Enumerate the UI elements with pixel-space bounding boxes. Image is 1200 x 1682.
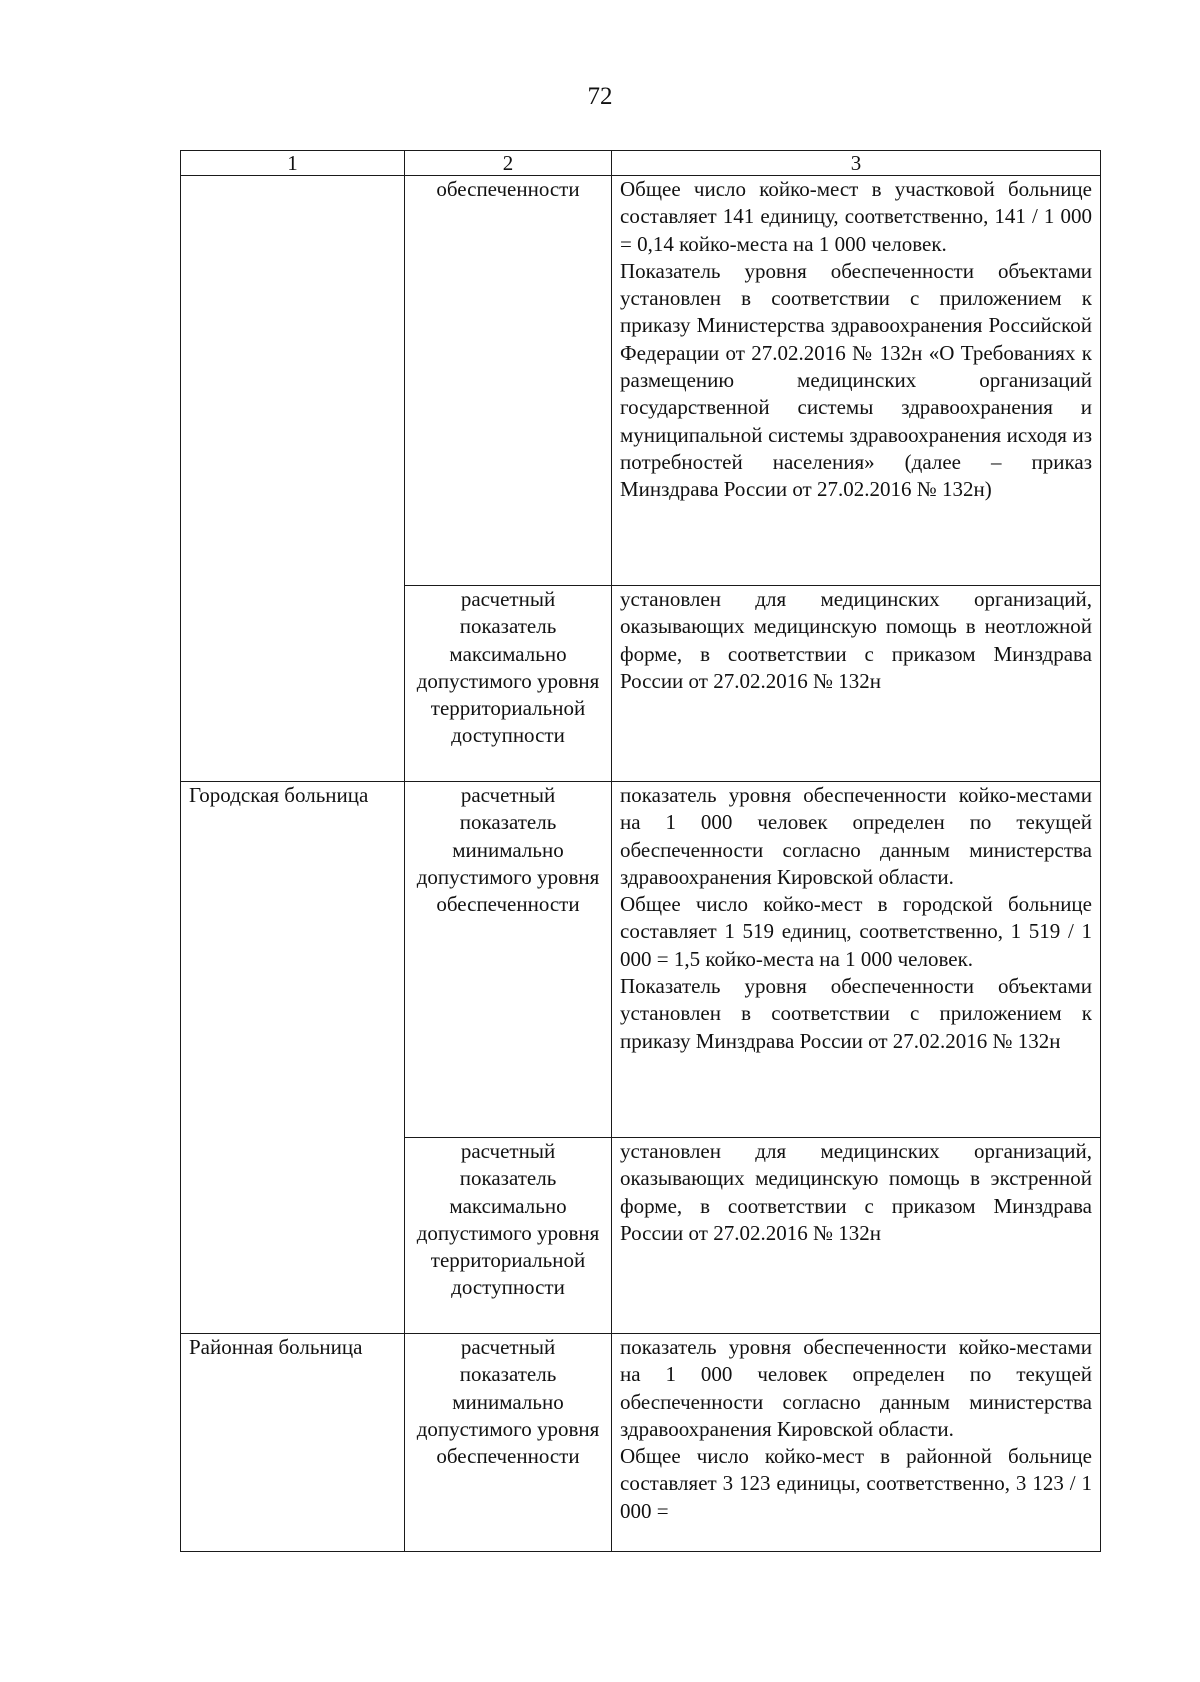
- table-row: [181, 1334, 1101, 1552]
- facility-name-cell: Районная больница: [181, 1334, 405, 1552]
- page-number: 72: [587, 83, 613, 110]
- facility-name-cell: [181, 176, 405, 782]
- description-paragraph: Показатель уровня обеспеченности объектами установлен в соответствии с приложением к приказу Министерства здравоохранения Российской Федерации от 27.02.2016 № 132н «О Требованиях к размещению медицинских организаций государственной системы здравоохранения и муниципальной системы здравоохранения исходя из потребностей населения» (далее – приказ Минздрава России от 27.02.2016 № 132н): [620, 258, 1092, 502]
- description-paragraph: Общее число койко-мест в городской больнице составляет 1 519 единиц, соответственно, 1 519 / 1 000 = 1,5 койко-места на 1 000 человек.: [620, 892, 1092, 971]
- description-cell: [612, 586, 1101, 782]
- description-cell: [612, 1334, 1101, 1552]
- indicator-cell: расчетный показатель максимально допустимого уровня территориальной доступности: [405, 1138, 612, 1334]
- indicator-cell: обеспеченности: [405, 176, 612, 586]
- table-header-row: [181, 151, 1101, 176]
- description-paragraph: установлен для медицинских организаций, оказывающих медицинскую помощь в экстренной форме, в соответствии с приказом Минздрава России от 27.02.2016 № 132н: [620, 1139, 1092, 1245]
- table-row: [181, 782, 1101, 1138]
- header-cell-1: 1: [181, 151, 405, 176]
- table-row: [181, 176, 1101, 586]
- description-cell: [612, 782, 1101, 1138]
- indicator-cell: расчетный показатель минимально допустимого уровня обеспеченности: [405, 782, 612, 1138]
- description-paragraph: Общее число койко-мест в участковой больнице составляет 141 единицу, соответственно, 141 / 1 000 = 0,14 койко-места на 1 000 человек.: [620, 177, 1092, 256]
- description-paragraph: Показатель уровня обеспеченности объектами установлен в соответствии с приложением к приказу Минздрава России от 27.02.2016 № 132н: [620, 974, 1092, 1053]
- header-cell-3: 3: [612, 151, 1101, 176]
- description-cell: [612, 176, 1101, 586]
- indicator-cell: расчетный показатель максимально допустимого уровня территориальной доступности: [405, 586, 612, 782]
- header-cell-2: 2: [405, 151, 612, 176]
- description-paragraph: показатель уровня обеспеченности койко-местами на 1 000 человек определен по текущей обеспеченности согласно данным министерства здравоохранения Кировской области.: [620, 1335, 1092, 1441]
- requirements-table: [180, 150, 1101, 1552]
- description-cell: [612, 1138, 1101, 1334]
- indicator-cell: расчетный показатель минимально допустимого уровня обеспеченности: [405, 1334, 612, 1552]
- facility-name-cell: Городская больница: [181, 782, 405, 1334]
- description-paragraph: установлен для медицинских организаций, оказывающих медицинскую помощь в неотложной форме, в соответствии с приказом Минздрава России от 27.02.2016 № 132н: [620, 587, 1092, 693]
- description-paragraph: Общее число койко-мест в районной больнице составляет 3 123 единицы, соответственно, 3 123 / 1 000 =: [620, 1444, 1092, 1523]
- description-paragraph: показатель уровня обеспеченности койко-местами на 1 000 человек определен по текущей обеспеченности согласно данным министерства здравоохранения Кировской области.: [620, 783, 1092, 889]
